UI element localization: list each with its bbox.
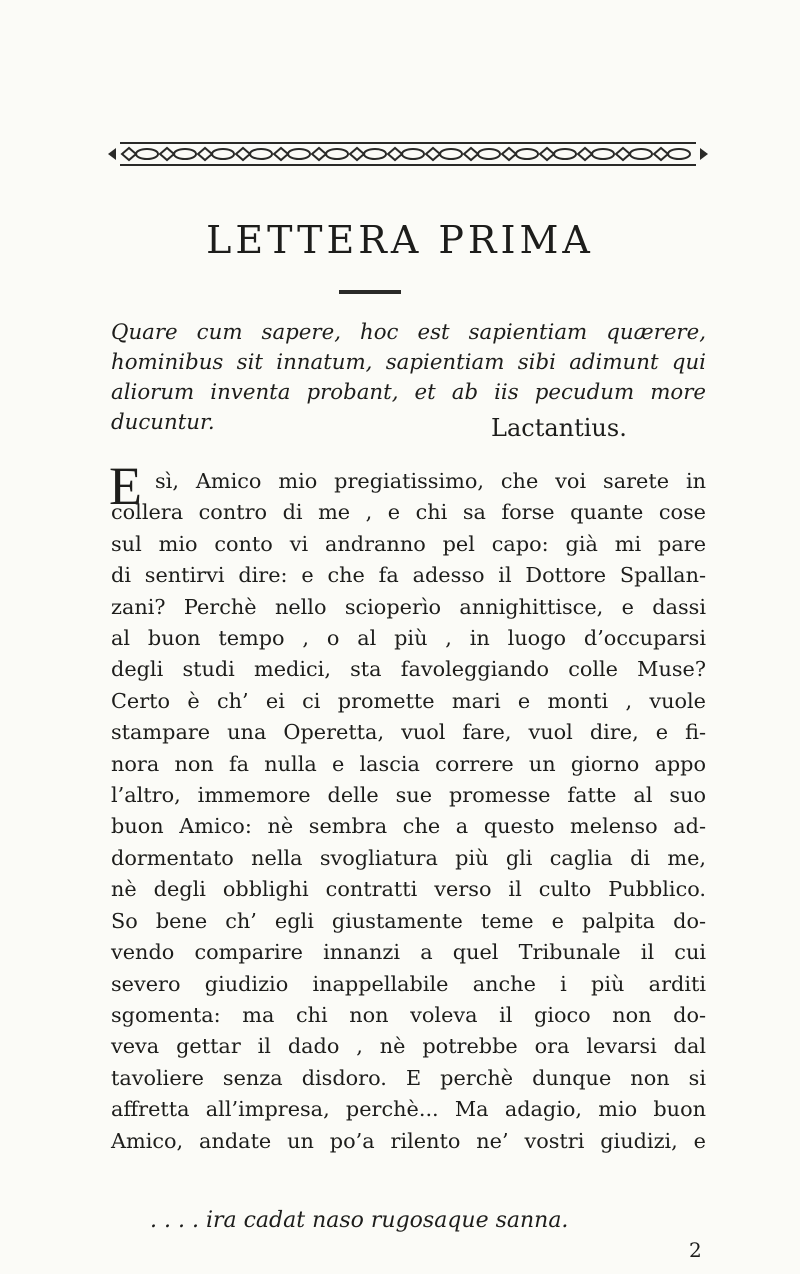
body-line: collera contro di me , e chi sa forse quante cose (111, 500, 706, 525)
body-line: Amico, andate un po’a rilento ne’ vostri giudizi, e (111, 1128, 706, 1153)
body-line: affretta all’impresa, perchè... Ma adagio, mio buon (111, 1097, 706, 1122)
closing-quote: . . . . ira cadat naso rugosaque sanna. (150, 1208, 569, 1233)
ornamental-border (106, 140, 710, 168)
title-rule (339, 290, 401, 294)
body-line: sì, Amico mio pregiatissimo, che voi sarete in (155, 469, 706, 493)
body-line: sgomenta: ma chi non voleva il gioco non do- (111, 1002, 706, 1027)
body-line: Certo è ch’ ei ci promette mari e monti , vuole (111, 688, 706, 713)
body-line: veva gettar il dado , nè potrebbe ora levarsi dal (111, 1034, 706, 1059)
body-line: zani? Perchè nello scioperìo annighittisce, e dassi (111, 594, 706, 619)
body-line: severo giudizio inappellabile anche i più arditi (111, 971, 706, 996)
body-line: l’altro, immemore delle sue promesse fatte al suo (111, 783, 706, 808)
body-line: vendo comparire innanzi a quel Tribunale il cui (111, 940, 706, 965)
body-line: stampare una Operetta, vuol fare, vuol dire, e fi- (111, 720, 706, 745)
body-line: buon Amico: nè sembra che a questo melenso ad- (111, 814, 706, 839)
body-line: dormentato nella svogliatura più gli caglia di me, (111, 845, 706, 870)
body-line: al buon tempo , o al più , in luogo d’occuparsi (111, 626, 706, 651)
body-line: nora non fa nulla e lascia correre un giorno appo (111, 751, 706, 776)
page-number: 2 (689, 1238, 702, 1262)
body-line: sul mio conto vi andranno pel capo: già mi pare (111, 531, 706, 556)
body-line: tavoliere senza disdoro. E perchè dunque non si (111, 1065, 706, 1090)
letter-body (109, 456, 706, 1157)
body-line: nè degli obblighi contratti verso il culto Pubblico. (111, 877, 706, 902)
page-title: LETTERA PRIMA (206, 218, 594, 262)
body-line: di sentirvi dire: e che fa adesso il Dottore Spallan- (111, 563, 706, 588)
epigraph: Quare cum sapere, hoc est sapientiam quærere, hominibus sit innatum, sapientiam sibi adimunt qui aliorum inventa probant, et ab iis pecudum more ducuntur. (111, 320, 706, 435)
body-line: So bene ch’ egli giustamente teme e palpita do- (111, 908, 706, 933)
epigraph-author: Lactantius. (491, 414, 627, 442)
body-line: degli studi medici, sta favoleggiando colle Muse? (111, 657, 706, 682)
drop-cap: E (109, 456, 142, 516)
